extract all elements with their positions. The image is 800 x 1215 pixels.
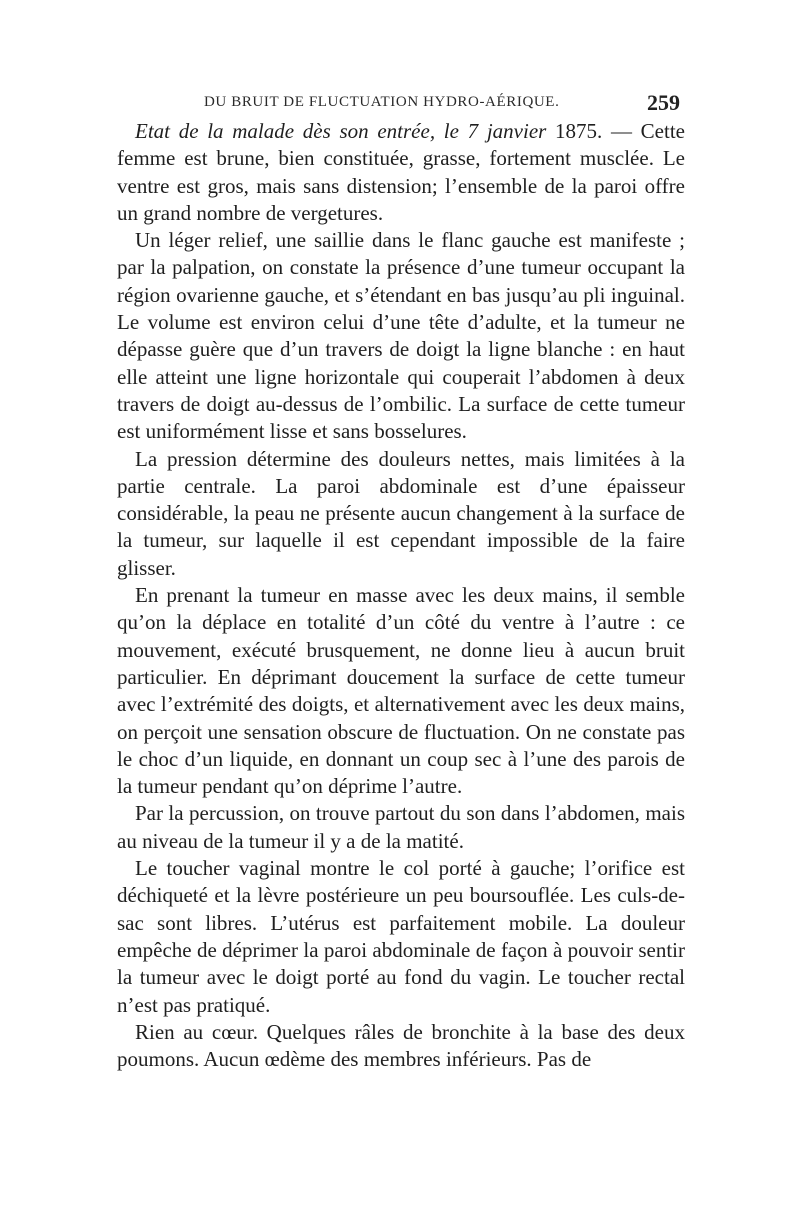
paragraph-text: 1875. — Cette femme est brune, bien constituée, grasse, fortement musclée. Le ventre est gros, mais sans distension; l’ensemble de la paroi offre un grand nombre de vergetures. [117, 119, 685, 225]
paragraph-percussion: Par la percussion, on trouve partout du son dans l’abdomen, mais au niveau de la tumeur il y a de la matité. [117, 801, 685, 853]
paragraph-pressure: La pression détermine des douleurs nettes, mais limitées à la partie centrale. La paroi abdominale est d’une épaisseur considérable, la peau ne présente aucun changement à la surface de la tumeur, sur laquelle il est cependant impossible de la faire glisser. [117, 446, 685, 580]
paragraph-palpation: Un léger relief, une saillie dans le flanc gauche est manifeste ; par la palpation, on constate la présence d’une tumeur occupant la région ovarienne gauche, et s’étendant en bas jusqu’au pli inguinal. Le volume est environ celui d’une tête d’adulte, et la tumeur ne dépasse guère que d’un travers de doigt la ligne blanche : en haut elle atteint une ligne horizontale qui couperait l’abdomen à deux travers de doigt au-dessus de l’ombilic. La surface de cette tumeur est uniformément lisse et sans bosselures. [117, 228, 685, 444]
paragraph-lead-italic: Etat de la malade dès son entrée, le 7 janvier [135, 119, 547, 143]
book-page [117, 90, 685, 1073]
running-head [117, 90, 685, 118]
running-title: DU BRUIT DE FLUCTUATION HYDRO-AÉRIQUE. [204, 94, 560, 110]
paragraph-patient-state [117, 118, 685, 227]
paragraph-fluctuation: En prenant la tumeur en masse avec les deux mains, il semble qu’on la déplace en totalité d’un côté du ventre à l’autre : ce mouvement, exécuté brusquement, ne donne lieu à aucun bruit particulier. En déprimant doucement la surface de cette tumeur avec l’extrémité des doigts, et alternativement avec les deux mains, on perçoit une sensation obscure de fluctuation. On ne constate pas le choc d’un liquide, en donnant un coup sec à l’une des parois de la tumeur pendant qu’on déprime l’autre. [117, 583, 685, 799]
paragraph-vaginal-exam: Le toucher vaginal montre le col porté à gauche; l’orifice est déchiqueté et la lèvre postérieure un peu boursouflée. Les culs-de-sac sont libres. L’utérus est parfaitement mobile. La douleur empêche de déprimer la paroi abdominale de façon à pouvoir sentir la tumeur avec le doigt porté au fond du vagin. Le toucher rectal n’est pas pratiqué. [117, 856, 685, 1017]
paragraph-heart-lungs: Rien au cœur. Quelques râles de bronchite à la base des deux poumons. Aucun œdème des membres inférieurs. Pas de [117, 1019, 685, 1072]
page-number: 259 [647, 90, 680, 115]
body-text [117, 118, 685, 1073]
